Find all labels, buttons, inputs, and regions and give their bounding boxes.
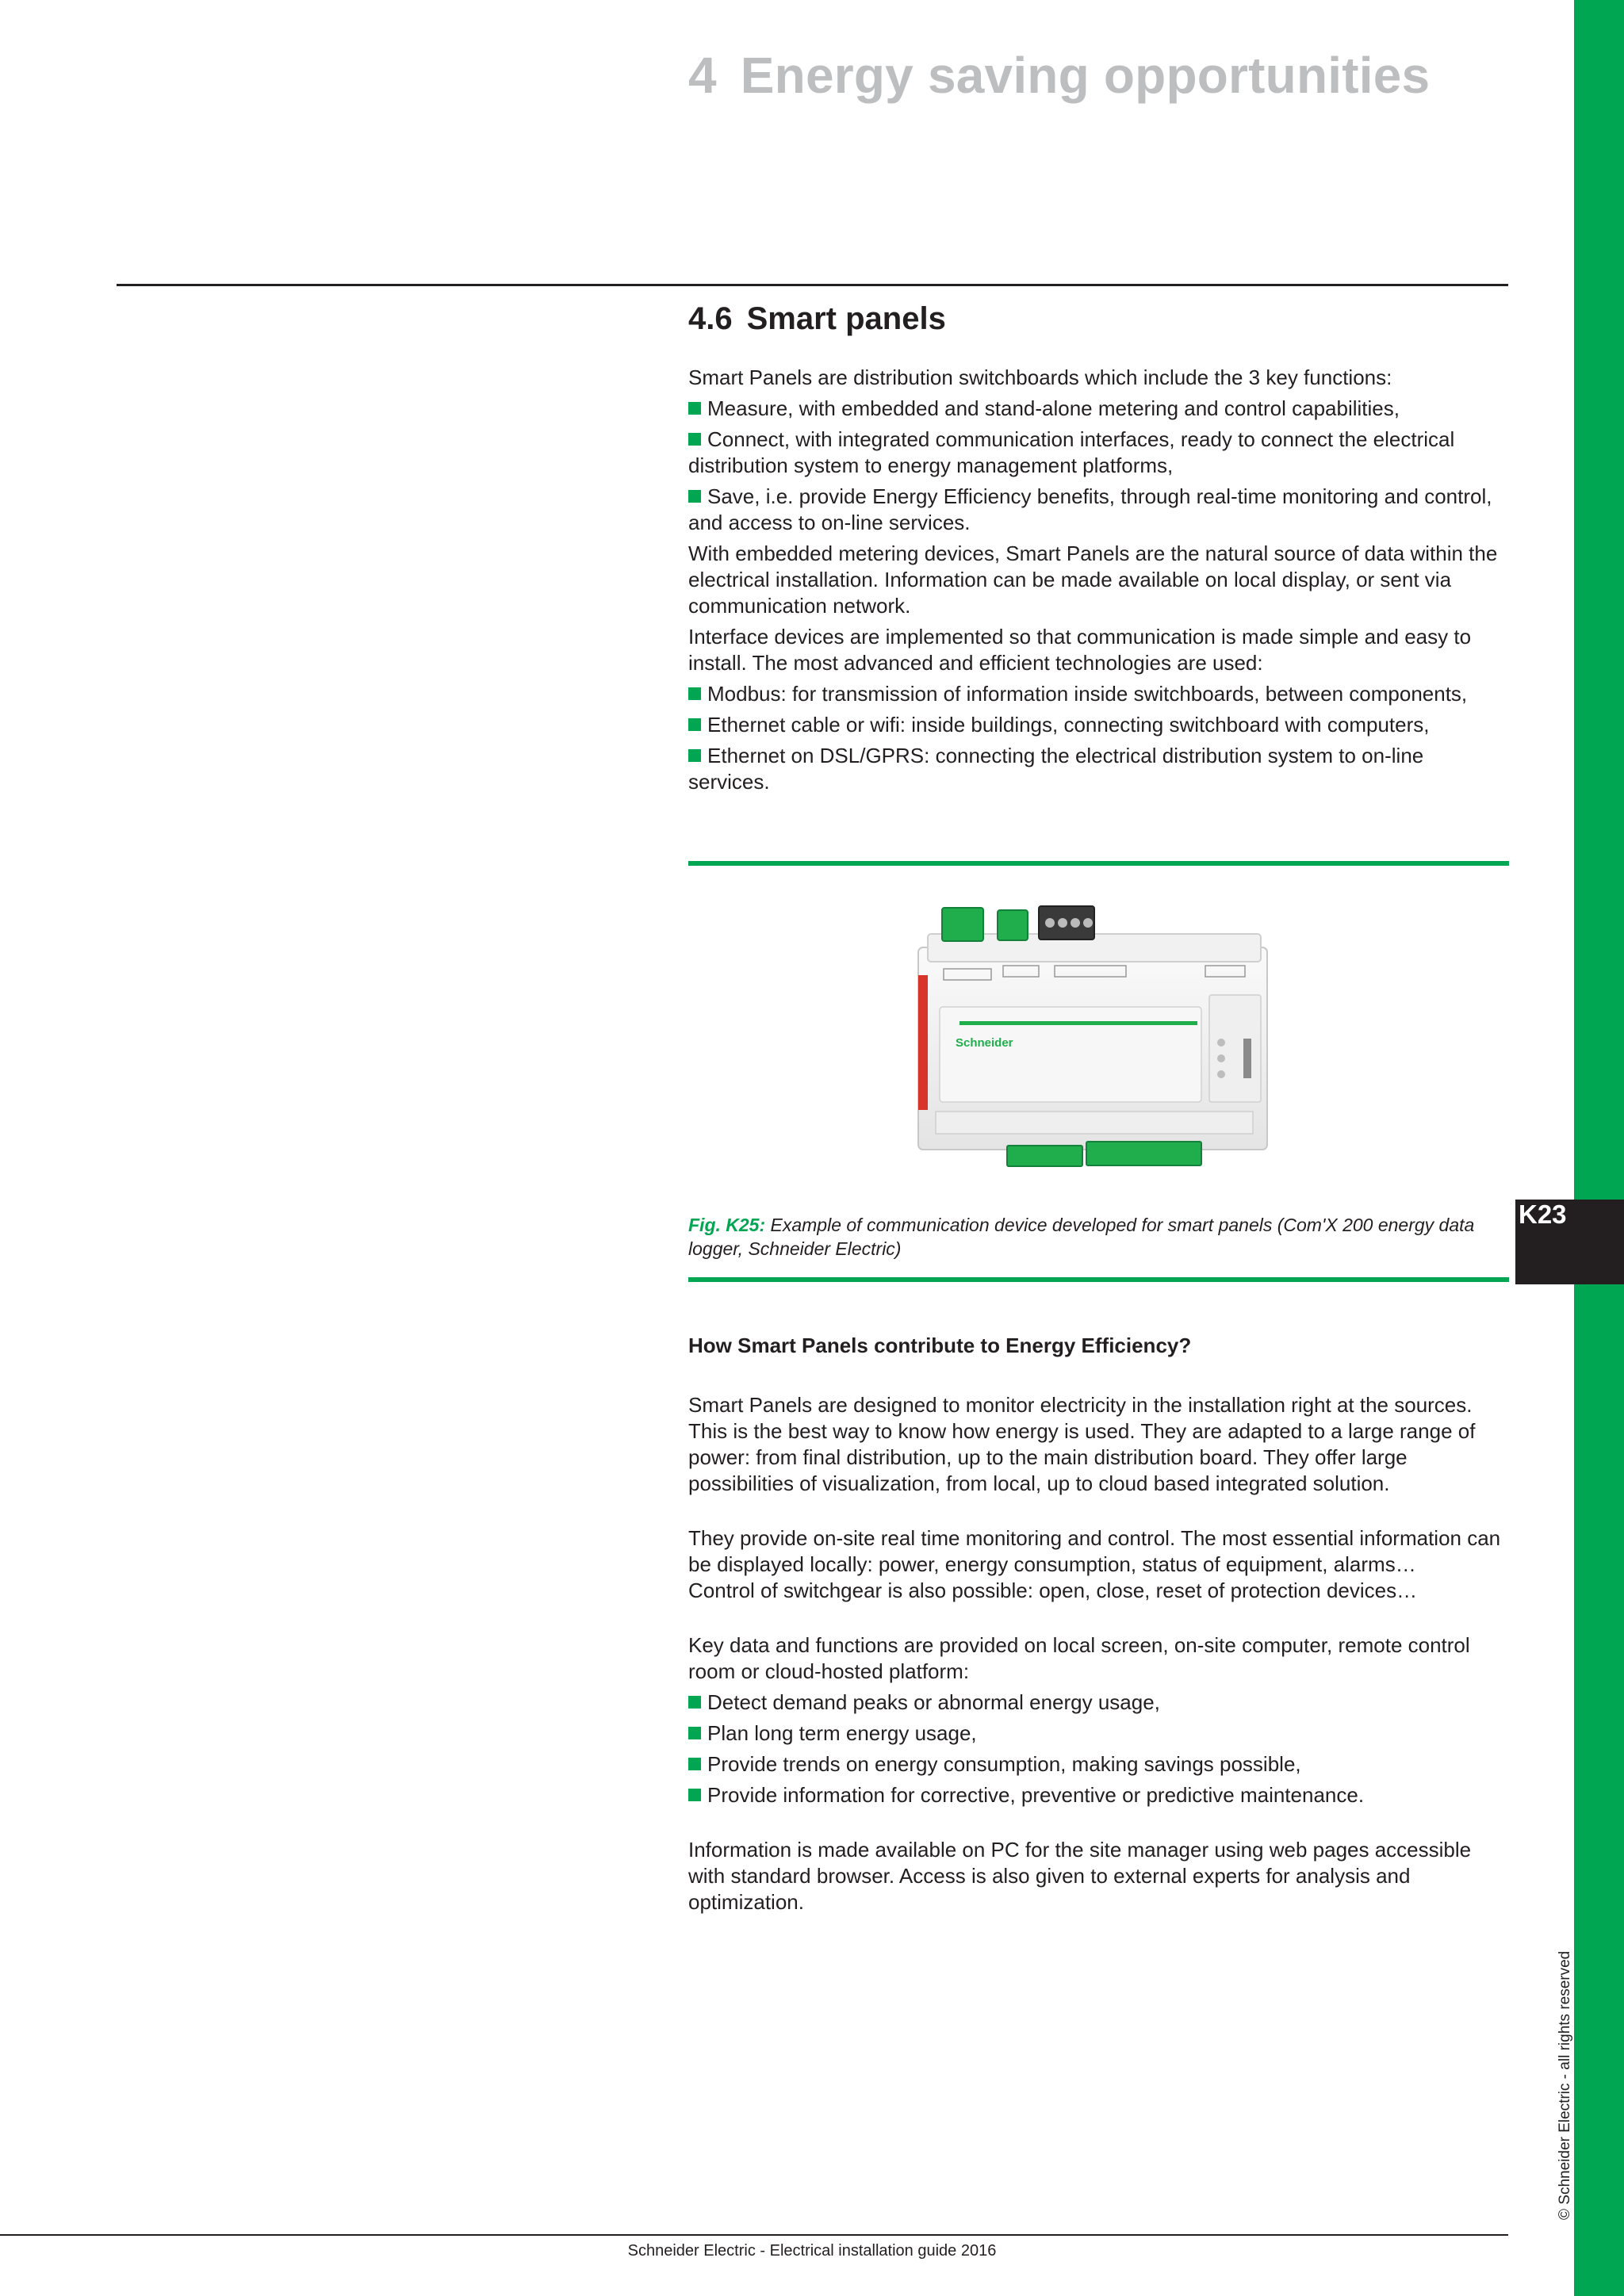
bullet-square-icon bbox=[688, 1696, 701, 1709]
brand-logo-text: Schneider bbox=[956, 1036, 1013, 1050]
footer-text: Schneider Electric - Electrical installation guide 2016 bbox=[627, 2242, 997, 2260]
comx-200-device-illustration bbox=[904, 904, 1285, 1177]
chapter-number: 4 bbox=[688, 47, 717, 104]
list-item: Plan long term energy usage, bbox=[688, 1720, 1509, 1747]
copyright-notice: © Schneider Electric - all rights reserved bbox=[1557, 1950, 1573, 2220]
bullet-square-icon bbox=[688, 1727, 701, 1739]
list-item: Provide trends on energy consumption, making savings possible, bbox=[688, 1751, 1509, 1777]
contribution-paragraph-4: Information is made available on PC for the site manager using web pages accessible with standard browser. Access is also given to external experts for analysis and optimization. bbox=[688, 1838, 1472, 1914]
list-item: Detect demand peaks or abnormal energy usage, bbox=[688, 1689, 1509, 1716]
bullet-square-icon bbox=[688, 402, 701, 415]
intro-paragraph-1: Smart Panels are distribution switchboards which include the 3 key functions: bbox=[688, 365, 1392, 389]
figure-bottom-rule bbox=[688, 1277, 1509, 1282]
list-item: Provide information for corrective, preventive or predictive maintenance. bbox=[688, 1782, 1509, 1808]
contribution-heading: How Smart Panels contribute to Energy Efficiency? bbox=[688, 1334, 1192, 1357]
chapter-title-text: Energy saving opportunities bbox=[740, 47, 1431, 104]
contribution-paragraph-2b: Control of switchgear is also possible: open, close, reset of protection devices… bbox=[688, 1578, 1418, 1602]
section-number: 4.6 bbox=[688, 301, 733, 336]
bullet-square-icon bbox=[688, 433, 701, 446]
intro-paragraph-3: Interface devices are implemented so that communication is made simple and easy to install. The most advanced and efficient technologies are used: bbox=[688, 625, 1472, 675]
page-code: K23 bbox=[1519, 1200, 1567, 1229]
chapter-title bbox=[688, 46, 1430, 105]
top-divider bbox=[117, 284, 1508, 286]
footer-divider bbox=[0, 2234, 1508, 2236]
list-item: Ethernet cable or wifi: inside buildings, connecting switchboard with computers, bbox=[688, 712, 1509, 738]
list-item: Measure, with embedded and stand-alone metering and control capabilities, bbox=[688, 396, 1509, 422]
list-item: Ethernet on DSL/GPRS: connecting the electrical distribution system to on-line services. bbox=[688, 744, 1424, 794]
page-tab bbox=[1515, 1200, 1624, 1284]
bullet-square-icon bbox=[688, 1758, 701, 1770]
contribution-paragraph-1: Smart Panels are designed to monitor electricity in the installation right at the sources. This is the best way to know how energy is used. They are adapted to a large range of power: from final distribution, up to the main distribution board. They offer large possibilities of visualization, from local, up to cloud based integrated solution. bbox=[688, 1393, 1476, 1495]
section-title bbox=[688, 301, 946, 337]
intro-paragraph-2: With embedded metering devices, Smart Panels are the natural source of data within the electrical installation. Information can be made available on local display, or sent via communication network. bbox=[688, 541, 1498, 618]
figure-top-rule bbox=[688, 861, 1509, 866]
figure-caption bbox=[688, 1213, 1497, 1261]
section-title-text: Smart panels bbox=[746, 301, 946, 336]
list-item: Save, i.e. provide Energy Efficiency benefits, through real-time monitoring and control, and access to on-line services. bbox=[688, 484, 1492, 534]
device-image bbox=[904, 904, 1285, 1177]
contribution-paragraph-2a: They provide on-site real time monitoring and control. The most essential information can be displayed locally: power, energy consumption, status of equipment, alarms… bbox=[688, 1526, 1501, 1576]
contribution-text bbox=[688, 1392, 1509, 1920]
figure-caption-text: Example of communication device developed for smart panels (Com'X 200 energy data logger, Schneider Electric) bbox=[688, 1215, 1475, 1259]
bullet-square-icon bbox=[688, 687, 701, 700]
bullet-square-icon bbox=[688, 749, 701, 762]
intro-text bbox=[688, 365, 1509, 800]
list-item: Modbus: for transmission of information inside switchboards, between components, bbox=[688, 681, 1509, 707]
side-color-bar bbox=[1574, 0, 1624, 2296]
bullet-square-icon bbox=[688, 490, 701, 503]
list-item: Connect, with integrated communication interfaces, ready to connect the electrical distribution system to energy management platforms, bbox=[688, 427, 1455, 477]
contribution-paragraph-3: Key data and functions are provided on local screen, on-site computer, remote control room or cloud-hosted platform: bbox=[688, 1633, 1470, 1683]
bullet-square-icon bbox=[688, 718, 701, 731]
figure-label: Fig. K25: bbox=[688, 1215, 766, 1235]
bullet-square-icon bbox=[688, 1789, 701, 1801]
